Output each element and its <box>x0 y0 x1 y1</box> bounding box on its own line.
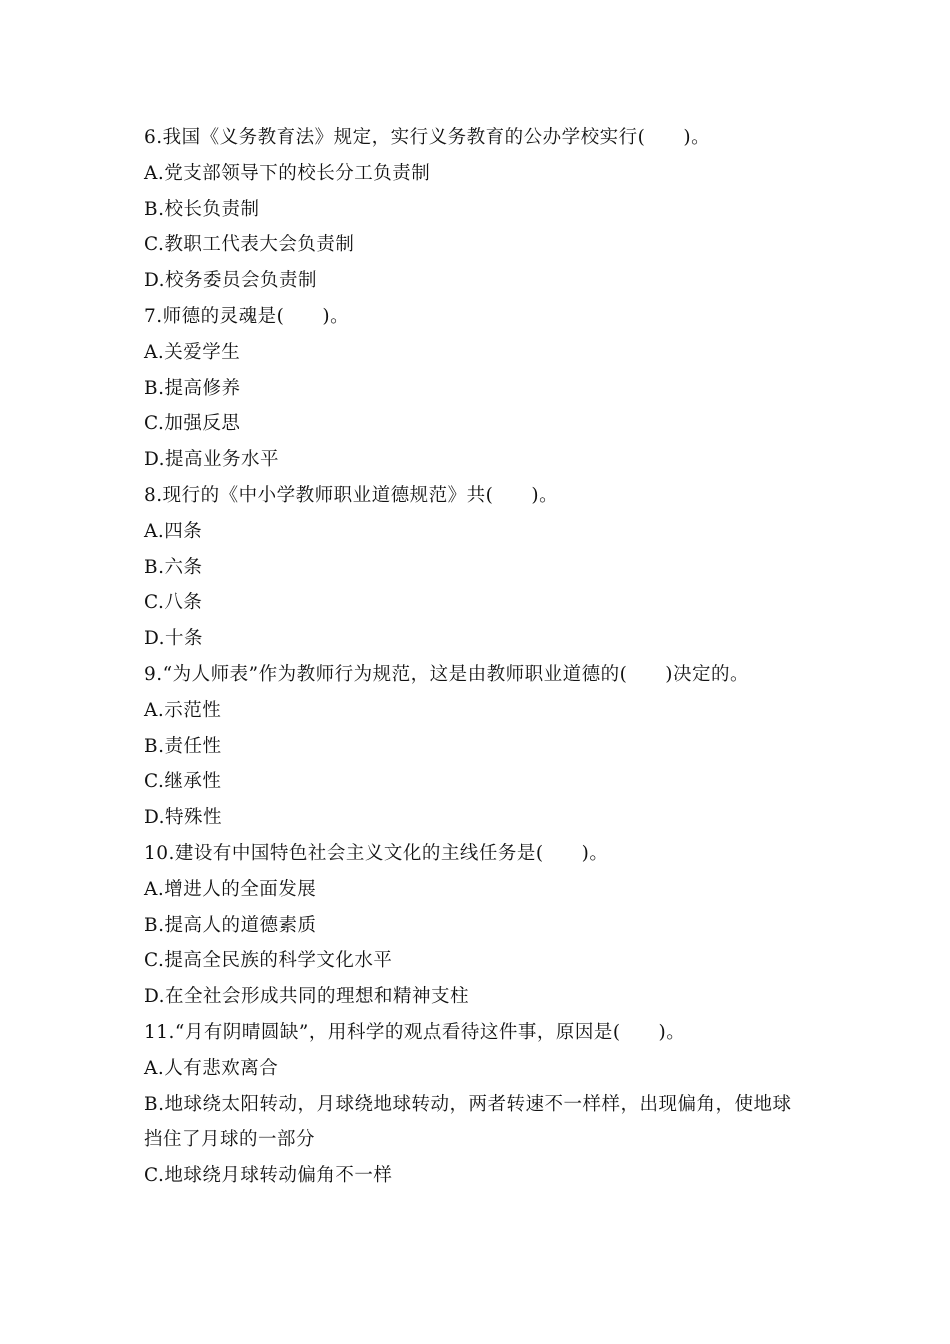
question-list <box>144 120 824 1194</box>
question-8-option-a: A.四条 <box>144 520 203 542</box>
question-8-option-d: D.十条 <box>144 628 204 650</box>
question-8-option-b: B.六条 <box>144 556 203 578</box>
question-6-option-d: D.校务委员会负责制 <box>144 270 318 292</box>
question-9-option-c: C.继承性 <box>144 771 222 793</box>
question-9-option-a: A.示范性 <box>144 699 222 721</box>
question-11-option-b: B.地球绕太阳转动，月球绕地球转动，两者转速不一样样，出现偏角，使地球 <box>144 1093 792 1115</box>
question-9-option-b: B.责任性 <box>144 735 222 757</box>
question-7-option-a: A.关爱学生 <box>144 341 241 363</box>
question-6-option-a: A.党支部领导下的校长分工负责制 <box>144 162 431 184</box>
question-11-option-c: C.地球绕月球转动偏角不一样 <box>144 1165 393 1187</box>
question-9-stem: 9.“为人师表”作为教师行为规范，这是由教师职业道德的( )决定的。 <box>144 663 750 685</box>
question-7-option-b: B.提高修养 <box>144 377 241 399</box>
question-10-option-c: C.提高全民族的科学文化水平 <box>144 950 393 972</box>
question-6-option-c: C.教职工代表大会负责制 <box>144 234 355 256</box>
question-10-option-b: B.提高人的道德素质 <box>144 914 317 936</box>
question-7-option-c: C.加强反思 <box>144 413 241 435</box>
question-8-option-c: C.八条 <box>144 592 203 614</box>
question-10-option-d: D.在全社会形成共同的理想和精神支柱 <box>144 986 470 1008</box>
question-6-stem: 6.我国《义务教育法》规定，实行义务教育的公办学校实行( )。 <box>144 127 711 148</box>
question-6-option-b: B.校长负责制 <box>144 198 260 220</box>
question-8-stem: 8.现行的《中小学教师职业道德规范》共( )。 <box>144 484 559 506</box>
question-11-option-a: A.人有悲欢离合 <box>144 1057 279 1079</box>
question-11-stem: 11.“月有阴晴圆缺”，用科学的观点看待这件事，原因是( )。 <box>144 1021 686 1043</box>
question-9-option-d: D.特殊性 <box>144 807 223 829</box>
question-10-stem: 10.建设有中国特色社会主义文化的主线任务是( )。 <box>144 842 609 864</box>
question-7-stem: 7.师德的灵魂是( )。 <box>144 305 350 327</box>
question-7-option-d: D.提高业务水平 <box>144 449 280 471</box>
question-11-option-b-continued: 挡住了月球的一部分 <box>144 1129 316 1151</box>
question-10-option-a: A.增进人的全面发展 <box>144 878 317 900</box>
